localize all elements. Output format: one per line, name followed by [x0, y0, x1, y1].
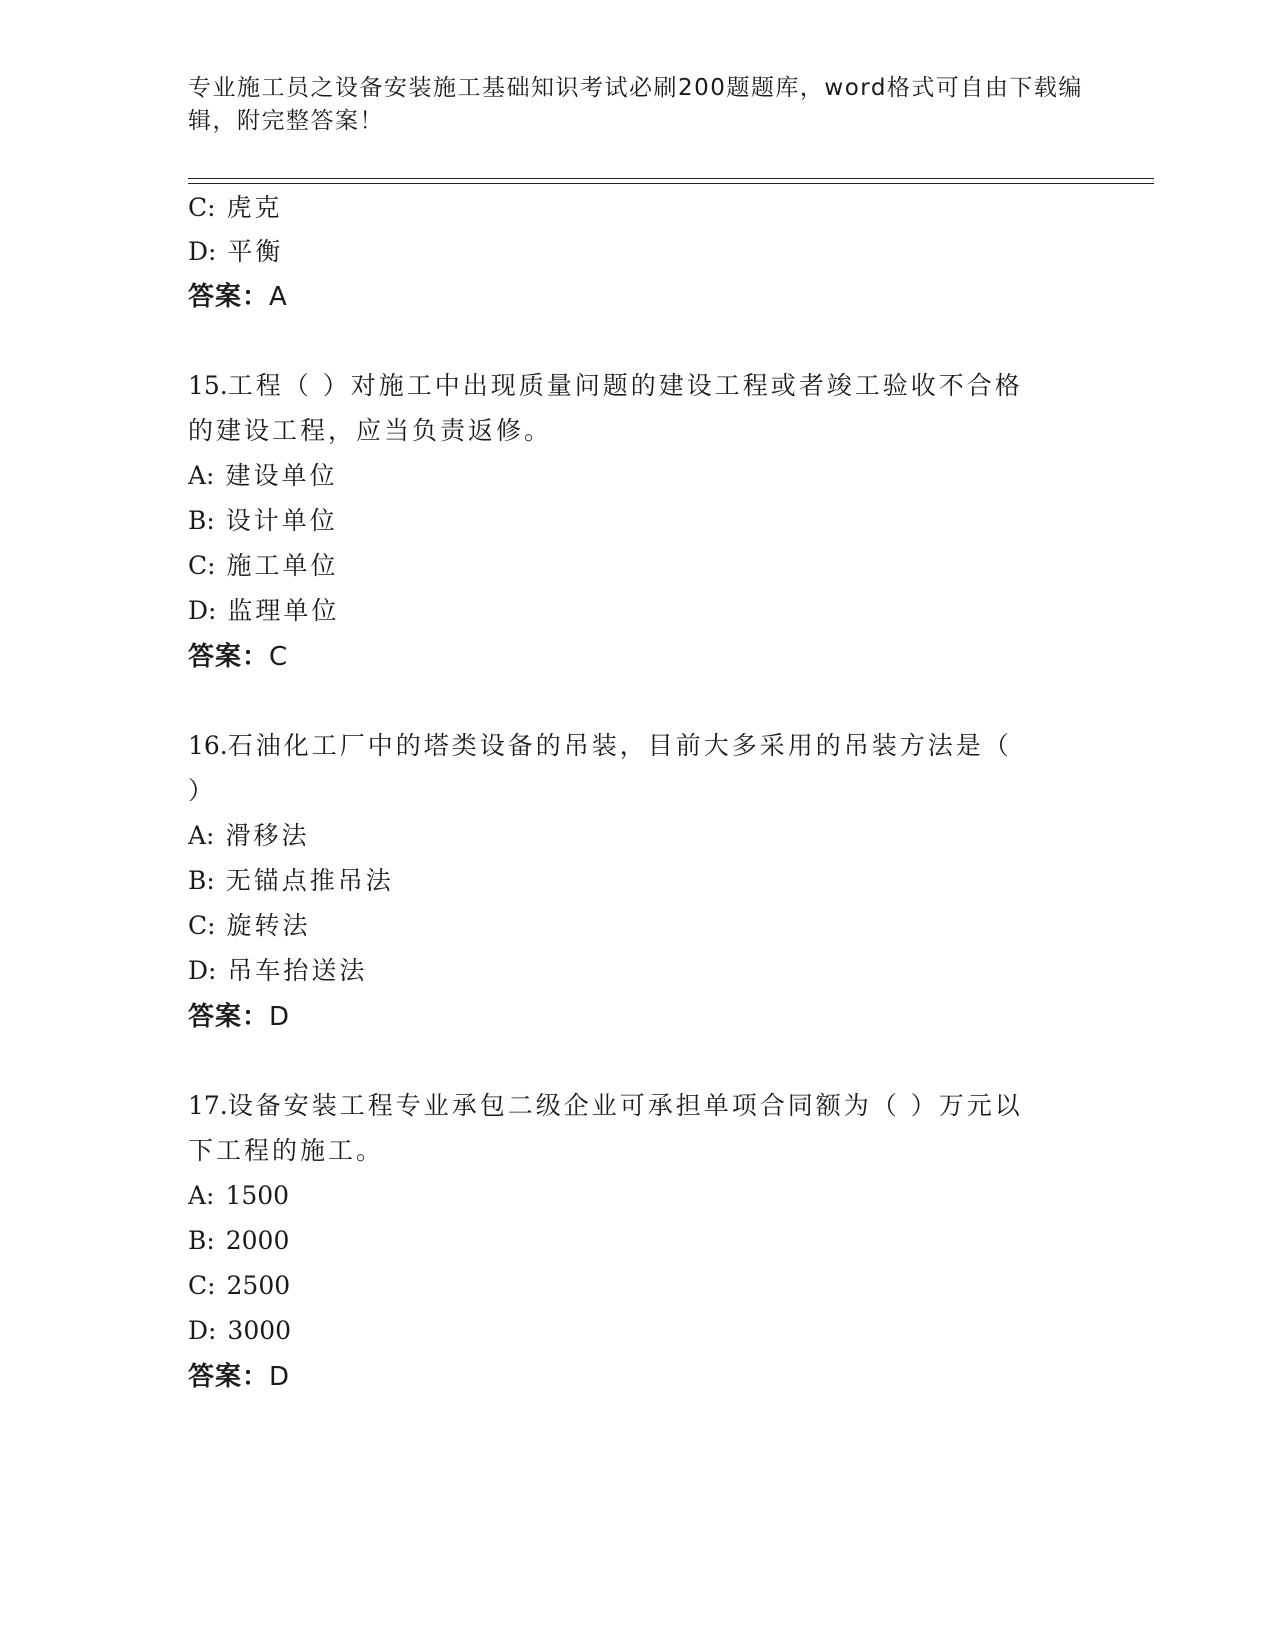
option-label: B: [188, 506, 215, 535]
q16-option-d [188, 955, 367, 987]
option-label: C: [188, 911, 216, 940]
q15-stem-line-1 [188, 370, 1023, 402]
q17-option-a [188, 1180, 289, 1212]
option-text: 旋转法 [226, 911, 311, 940]
q17-answer [188, 1361, 290, 1393]
option-label: D: [188, 237, 217, 266]
option-text: 2000 [225, 1226, 290, 1255]
q14-option-d [188, 236, 283, 268]
option-label: C: [188, 1271, 216, 1300]
question-number: 15. [188, 371, 228, 400]
question-stem: 石油化工厂中的塔类设备的吊装，目前大多采用的吊装方法是（ [227, 731, 1012, 760]
option-text: 监理单位 [227, 596, 340, 625]
option-text: 平衡 [227, 237, 284, 266]
option-text: 建设单位 [225, 461, 338, 490]
answer-label: 答案： [188, 1362, 270, 1392]
option-label: A: [188, 821, 215, 850]
q16-option-c [188, 910, 311, 942]
q14-answer [188, 281, 288, 313]
option-label: D: [188, 1316, 217, 1345]
answer-label: 答案： [188, 642, 270, 672]
q16-stem-line-1 [188, 730, 1012, 762]
answer-key: D [269, 1002, 291, 1032]
option-label: A: [188, 1181, 215, 1210]
option-text: 吊车抬送法 [227, 956, 368, 985]
option-label: D: [188, 956, 217, 985]
q15-option-c [188, 550, 339, 582]
answer-label: 答案： [188, 1002, 270, 1032]
option-text: 2500 [226, 1271, 291, 1300]
q15-answer [188, 641, 288, 673]
option-text: 施工单位 [226, 551, 339, 580]
option-text: 滑移法 [225, 821, 310, 850]
question-stem: 设备安装工程专业承包二级企业可承担单项合同额为（ ）万元以 [227, 1091, 1023, 1120]
q17-option-b [188, 1225, 289, 1257]
option-label: B: [188, 1226, 215, 1255]
option-label: D: [188, 596, 217, 625]
q17-option-c [188, 1270, 290, 1302]
q17-stem-line-1 [188, 1090, 1023, 1122]
option-text: 无锚点推吊法 [225, 866, 394, 895]
header-divider-top [188, 178, 1154, 179]
q16-option-a [188, 820, 309, 852]
question-stem: 工程（ ）对施工中出现质量问题的建设工程或者竣工验收不合格 [227, 371, 1023, 400]
q15-stem-line-2: 的建设工程，应当负责返修。 [188, 416, 553, 445]
question-number: 17. [188, 1091, 228, 1120]
option-label: C: [188, 193, 216, 222]
option-text: 1500 [225, 1181, 290, 1210]
q17-stem-line-2: 下工程的施工。 [188, 1136, 385, 1165]
q16-stem-line-2: ） [188, 776, 217, 805]
q16-answer [188, 1001, 290, 1033]
q14-option-c [188, 192, 283, 224]
option-text: 虎克 [226, 193, 283, 222]
q15-option-b [188, 505, 338, 537]
answer-key: A [269, 282, 288, 312]
option-label: B: [188, 866, 215, 895]
option-text: 设计单位 [225, 506, 338, 535]
answer-label: 答案： [188, 282, 270, 312]
q16-option-b [188, 865, 394, 897]
document-header: 专业施工员之设备安装施工基础知识考试必刷200题题库，word格式可自由下载编辑，附完整答案！ [188, 75, 1083, 134]
option-label: A: [188, 461, 215, 490]
header-divider-bottom [188, 183, 1154, 184]
q15-option-a [188, 460, 337, 492]
option-label: C: [188, 551, 216, 580]
q15-option-d [188, 595, 339, 627]
option-text: 3000 [227, 1316, 292, 1345]
question-number: 16. [188, 731, 228, 760]
answer-key: D [269, 1362, 291, 1392]
answer-key: C [269, 642, 289, 672]
q17-option-d [188, 1315, 291, 1347]
